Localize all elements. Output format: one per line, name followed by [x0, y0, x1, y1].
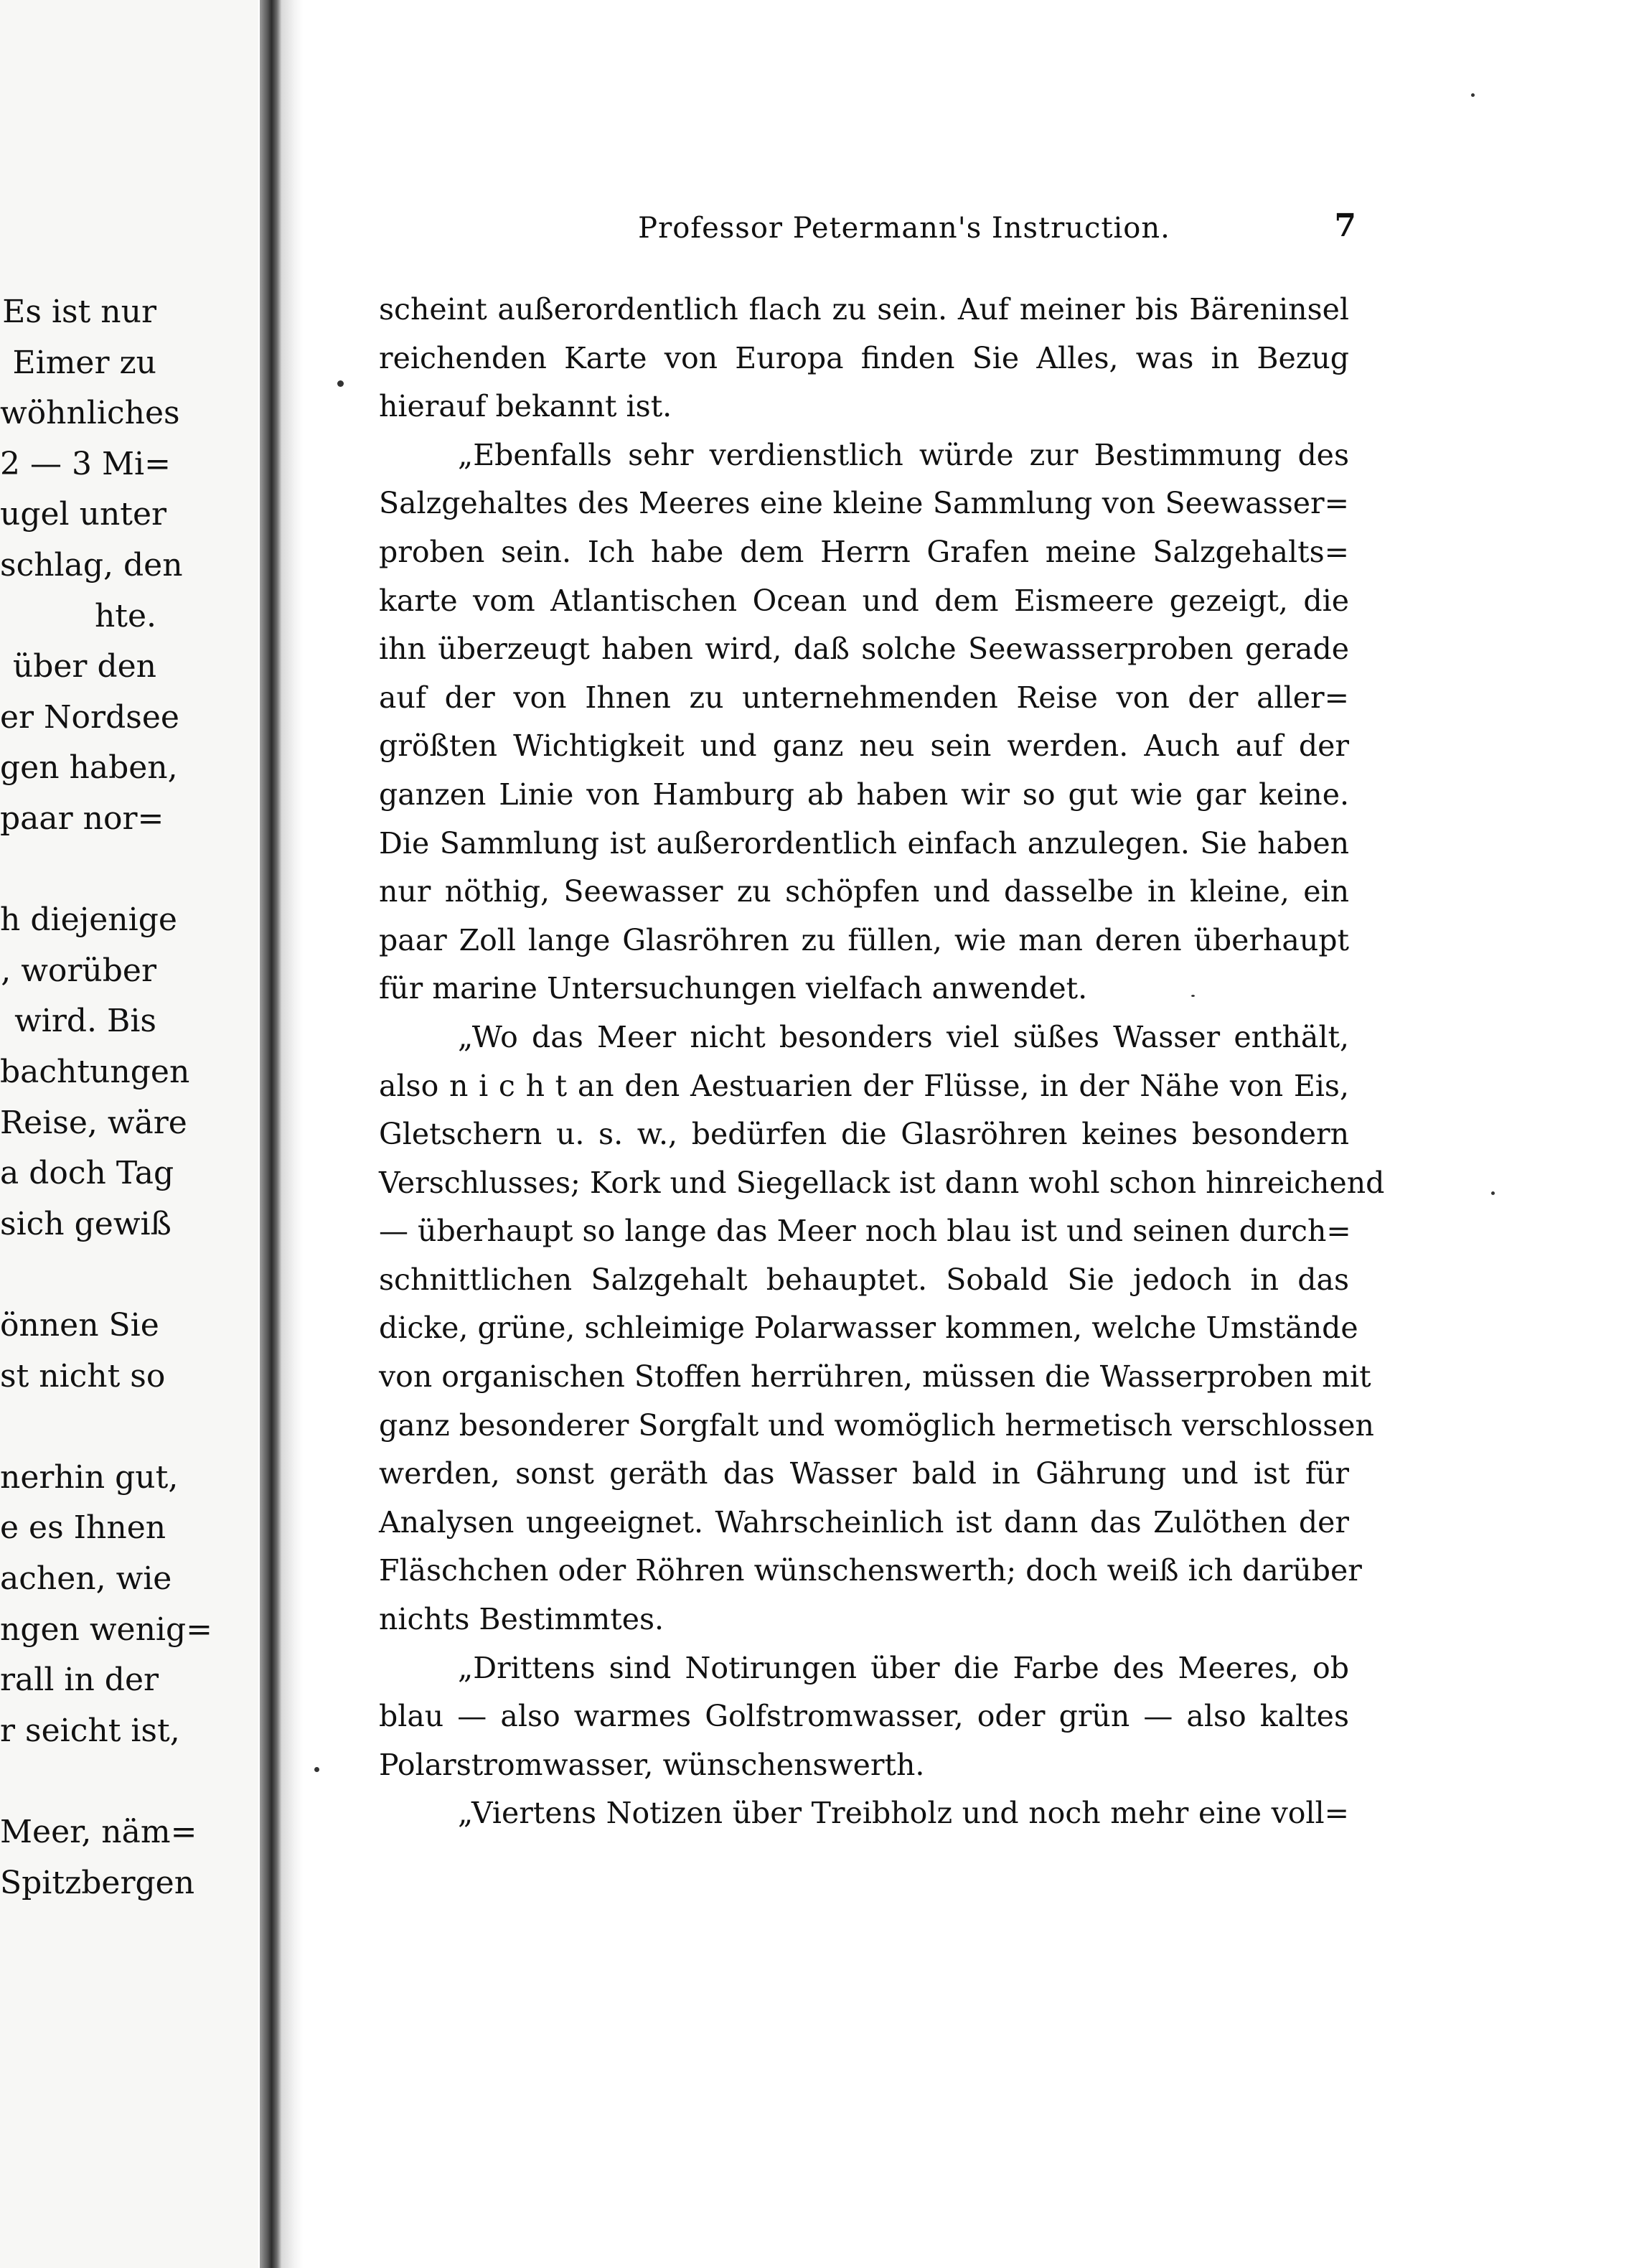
- text-line: karte vom Atlantischen Ocean und dem Eismeere gezeigt, die: [379, 583, 1349, 618]
- text-line: „Viertens Notizen über Treibholz und noch mehr eine voll=: [458, 1796, 1349, 1831]
- paper-speck: [337, 380, 344, 387]
- previous-page-line: wird. Bis: [14, 1003, 156, 1040]
- previous-page-line: [0, 1250, 156, 1300]
- text-line: Salzgehaltes des Meeres eine kleine Sammlung von Seewasser=: [379, 486, 1349, 521]
- text-line: paar Zoll lange Glasröhren zu füllen, wie man deren überhaupt: [379, 922, 1349, 957]
- previous-page-line: [0, 1402, 156, 1452]
- running-head: Professor Petermann's Instruction.: [638, 212, 1170, 245]
- paper-speck: [1491, 1191, 1495, 1195]
- text-line: Die Sammlung ist außerordentlich einfach anzulegen. Sie haben: [379, 825, 1349, 861]
- paper-speck: [1471, 93, 1475, 97]
- text-line: auf der von Ihnen zu unternehmenden Reise von der aller=: [379, 680, 1349, 715]
- previous-page-line: Es ist nur: [2, 294, 156, 330]
- text-line: hierauf bekannt ist.: [379, 389, 672, 424]
- previous-page-line: rall in der: [0, 1662, 159, 1699]
- text-line: ganz besonderer Sorgfalt und womöglich hermetisch verschlossen: [379, 1407, 1374, 1443]
- previous-page-line: [0, 845, 156, 895]
- paper-speck: [314, 1767, 319, 1772]
- previous-page-line: paar nor=: [0, 800, 164, 837]
- book-gutter-shadow: [260, 0, 281, 2268]
- text-line: Verschlusses; Kork und Siegellack ist dann wohl schon hinreichend: [379, 1165, 1385, 1200]
- previous-page-line: Reise, wäre: [0, 1104, 187, 1141]
- text-line: reichenden Karte von Europa finden Sie Alles, was in Bezug: [379, 340, 1349, 375]
- previous-page-line: h diejenige: [0, 901, 177, 939]
- text-line: Gletschern u. s. w., bedürfen die Glasröhren keines besondern: [379, 1117, 1349, 1152]
- previous-page-line: , worüber: [1, 952, 156, 989]
- text-line: dicke, grüne, schleimige Polarwasser kommen, welche Umstände: [379, 1311, 1358, 1346]
- previous-page-line: ugel unter: [0, 496, 167, 533]
- body-text: [379, 286, 1385, 1838]
- previous-page-line: sich gewiß: [0, 1205, 172, 1242]
- previous-page-line: ngen wenig=: [0, 1611, 213, 1648]
- text-line: größten Wichtigkeit und ganz neu sein werden. Auch auf der: [379, 728, 1349, 764]
- previous-page-line: schlag, den: [0, 547, 183, 584]
- previous-page-line: gen haben,: [0, 749, 178, 787]
- text-line: scheint außerordentlich flach zu sein. Auf meiner bis Bäreninsel: [379, 292, 1349, 327]
- previous-page-line: e es Ihnen: [0, 1509, 166, 1547]
- previous-page-line: a doch Tag: [0, 1155, 174, 1192]
- previous-page-line: er Nordsee: [0, 698, 179, 736]
- text-line: ganzen Linie von Hamburg ab haben wir so gut wie gar keine.: [379, 777, 1349, 812]
- text-line: Fläschchen oder Röhren wünschenswerth; doch weiß ich darüber: [379, 1553, 1362, 1588]
- previous-page-line: nerhin gut,: [0, 1458, 179, 1496]
- previous-page-line: über den: [12, 648, 156, 685]
- text-line: „Wo das Meer nicht besonders viel süßes Wasser enthält,: [458, 1019, 1349, 1054]
- text-line: schnittlichen Salzgehalt behauptet. Sobald Sie jedoch in das: [379, 1262, 1349, 1297]
- text-line: blau — also warmes Golfstromwasser, oder grün — also kaltes: [379, 1699, 1349, 1734]
- text-line: von organischen Stoffen herrühren, müssen die Wasserproben mit: [379, 1359, 1371, 1395]
- previous-page-line: achen, wie: [0, 1560, 172, 1597]
- text-line: also n i c h t an den Aestuarien der Flüsse, in der Nähe von Eis,: [379, 1068, 1349, 1103]
- previous-page-line: st nicht so: [0, 1357, 166, 1395]
- previous-page-line: [0, 1756, 156, 1807]
- text-line: ihn überzeugt haben wird, daß solche Seewasserproben gerade: [379, 632, 1349, 667]
- text-line: nur nöthig, Seewasser zu schöpfen und dasselbe in kleine, ein: [379, 874, 1349, 909]
- previous-page-line: r seicht ist,: [0, 1712, 180, 1749]
- text-line: „Drittens sind Notirungen über die Farbe des Meeres, ob: [458, 1650, 1349, 1685]
- previous-page-line: bachtungen: [0, 1054, 190, 1090]
- text-line: „Ebenfalls sehr verdienstlich würde zur Bestimmung des: [458, 437, 1349, 472]
- text-line: — überhaupt so lange das Meer noch blau ist und seinen durch=: [379, 1214, 1351, 1249]
- book-gutter-highlight: [281, 0, 303, 2268]
- text-line: Analysen ungeeignet. Wahrscheinlich ist dann das Zulöthen der: [379, 1504, 1349, 1540]
- page-number: 7: [1334, 207, 1356, 244]
- previous-page-line: Eimer zu: [12, 344, 156, 381]
- text-line: nichts Bestimmtes.: [379, 1602, 664, 1637]
- previous-page-text: [0, 0, 258, 2268]
- text-line: für marine Untersuchungen vielfach anwendet.: [379, 971, 1088, 1006]
- previous-page-line: Meer, näm=: [0, 1814, 197, 1850]
- text-line: proben sein. Ich habe dem Herrn Grafen meine Salzgehalts=: [379, 534, 1349, 569]
- previous-page-line: önnen Sie: [0, 1307, 159, 1344]
- previous-page-line: hte.: [94, 597, 156, 634]
- text-line: werden, sonst geräth das Wasser bald in Gährung und ist für: [379, 1456, 1349, 1491]
- previous-page-line: Spitzbergen: [0, 1864, 195, 1901]
- previous-page-line: wöhnliches: [0, 395, 180, 432]
- text-line: Polarstromwasser, wünschenswerth.: [379, 1747, 925, 1782]
- previous-page-line: 2 — 3 Mi=: [0, 445, 171, 482]
- paper-speck: [1191, 995, 1195, 997]
